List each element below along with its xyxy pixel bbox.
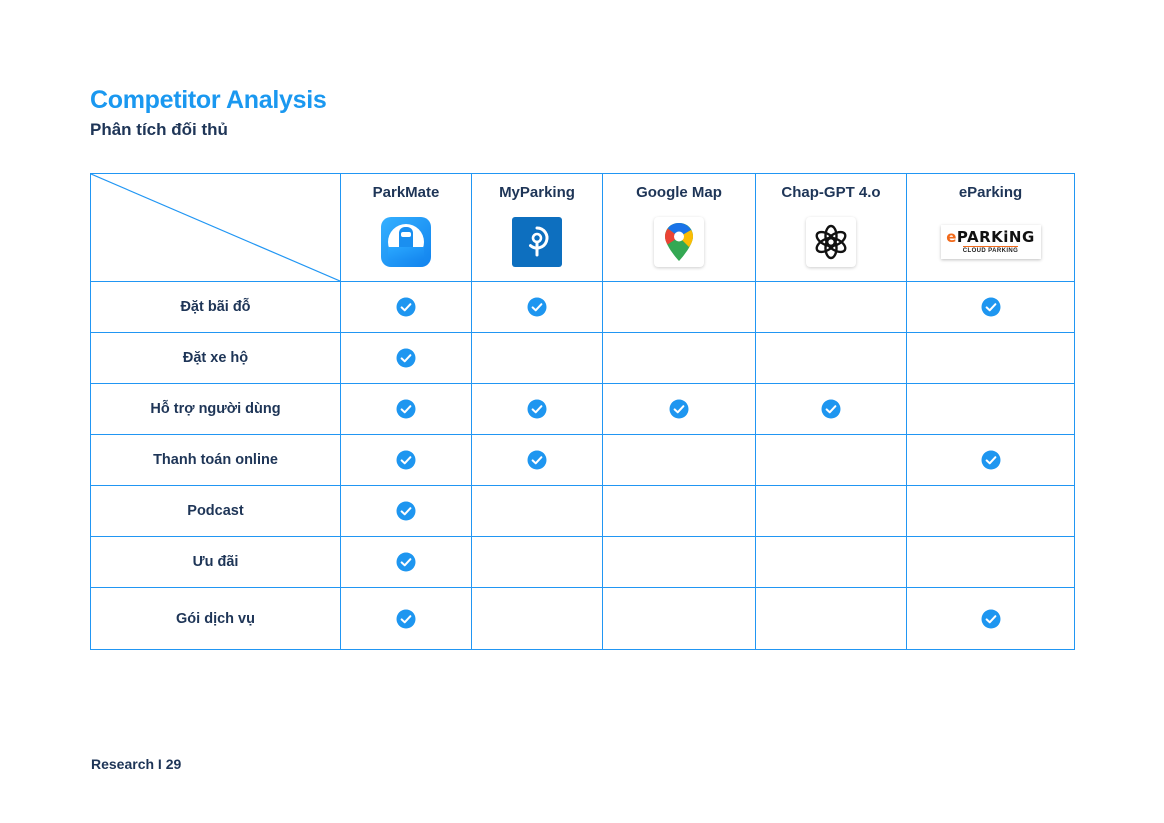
feature-cell xyxy=(341,486,472,537)
feature-cell xyxy=(756,588,907,650)
check-icon xyxy=(396,501,416,521)
feature-label: Ưu đãi xyxy=(91,537,341,588)
page-subtitle: Phân tích đối thủ xyxy=(90,120,228,139)
check-icon xyxy=(981,450,1001,470)
feature-cell xyxy=(756,486,907,537)
feature-cell xyxy=(907,537,1075,588)
feature-cell xyxy=(756,282,907,333)
feature-cell xyxy=(341,537,472,588)
corner-cell xyxy=(91,174,341,282)
feature-label: Podcast xyxy=(91,486,341,537)
feature-cell xyxy=(472,435,603,486)
page-title: Competitor Analysis xyxy=(90,86,327,114)
feature-cell xyxy=(472,537,603,588)
check-icon xyxy=(396,450,416,470)
feature-cell xyxy=(756,435,907,486)
myparking-logo xyxy=(512,217,562,267)
competitor-table xyxy=(90,173,1075,650)
table-row xyxy=(91,333,1075,384)
feature-cell xyxy=(907,333,1075,384)
feature-cell xyxy=(907,486,1075,537)
check-icon xyxy=(527,450,547,470)
feature-label: Hỗ trợ người dùng xyxy=(91,384,341,435)
feature-cell xyxy=(341,384,472,435)
feature-cell xyxy=(603,282,756,333)
check-icon xyxy=(396,552,416,572)
openai-logo xyxy=(806,217,856,267)
feature-cell xyxy=(603,384,756,435)
feature-cell xyxy=(907,384,1075,435)
google-maps-logo xyxy=(654,217,704,267)
check-icon xyxy=(669,399,689,419)
feature-cell xyxy=(603,588,756,650)
header-parkmate xyxy=(341,174,472,282)
check-icon xyxy=(396,348,416,368)
feature-cell xyxy=(756,333,907,384)
feature-cell xyxy=(341,333,472,384)
check-icon xyxy=(981,297,1001,317)
table-row xyxy=(91,537,1075,588)
feature-cell xyxy=(341,435,472,486)
feature-cell xyxy=(472,384,603,435)
header-row xyxy=(91,174,1075,282)
check-icon xyxy=(396,297,416,317)
header-chatgpt xyxy=(756,174,907,282)
feature-cell xyxy=(603,537,756,588)
feature-cell xyxy=(603,333,756,384)
feature-cell xyxy=(472,282,603,333)
table-row xyxy=(91,435,1075,486)
page-footer: Research I 29 xyxy=(91,756,182,772)
feature-cell xyxy=(907,435,1075,486)
feature-label: Thanh toán online xyxy=(91,435,341,486)
check-icon xyxy=(527,297,547,317)
feature-cell xyxy=(472,486,603,537)
feature-label: Gói dịch vụ xyxy=(91,588,341,650)
header-eparking xyxy=(907,174,1075,282)
table-row xyxy=(91,384,1075,435)
eparking-logo: ePARKiNG CLOUD PARKING xyxy=(941,225,1041,259)
header-myparking xyxy=(472,174,603,282)
check-icon xyxy=(396,399,416,419)
check-icon xyxy=(396,609,416,629)
check-icon xyxy=(821,399,841,419)
feature-cell xyxy=(907,588,1075,650)
check-icon xyxy=(527,399,547,419)
feature-cell xyxy=(907,282,1075,333)
competitor-name: ParkMate xyxy=(372,184,440,201)
feature-label: Đặt xe hộ xyxy=(91,333,341,384)
competitor-name: MyParking xyxy=(499,184,575,201)
table-row xyxy=(91,282,1075,333)
check-icon xyxy=(981,609,1001,629)
feature-cell xyxy=(756,537,907,588)
feature-label: Đặt bãi đỗ xyxy=(91,282,341,333)
diagonal-divider xyxy=(91,174,340,281)
feature-cell xyxy=(472,333,603,384)
feature-cell xyxy=(341,282,472,333)
feature-cell xyxy=(472,588,603,650)
table-row xyxy=(91,588,1075,650)
feature-cell xyxy=(603,486,756,537)
feature-cell xyxy=(341,588,472,650)
parkmate-logo xyxy=(381,217,431,267)
competitor-name: Google Map xyxy=(636,184,722,201)
header-google-map xyxy=(603,174,756,282)
competitor-name: Chap-GPT 4.o xyxy=(781,184,881,201)
feature-cell xyxy=(603,435,756,486)
feature-cell xyxy=(756,384,907,435)
competitor-name: eParking xyxy=(958,184,1023,201)
table-row xyxy=(91,486,1075,537)
